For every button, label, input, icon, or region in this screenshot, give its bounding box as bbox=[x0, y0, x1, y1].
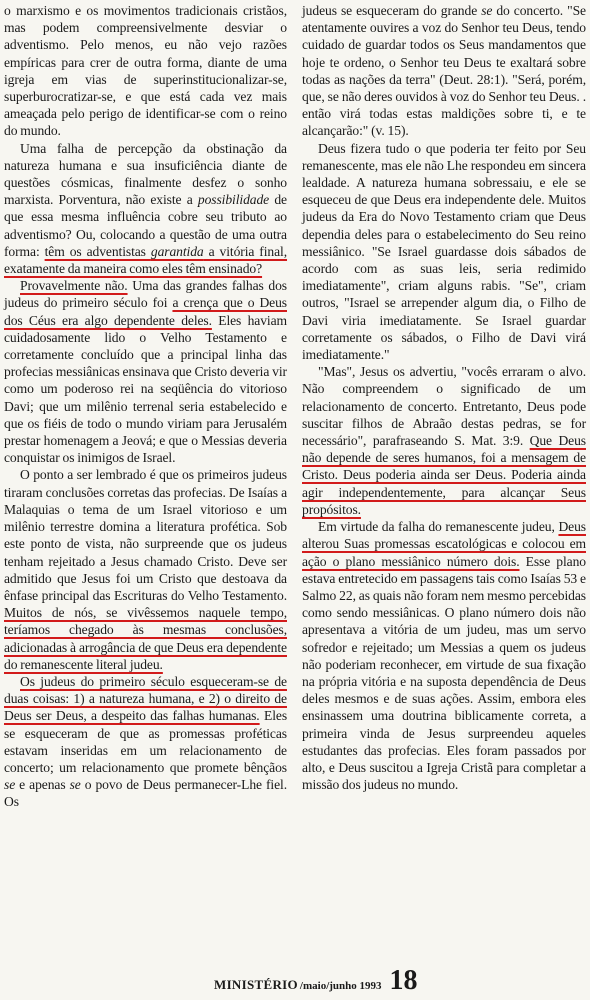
issue-date: /maio/junho 1993 bbox=[299, 980, 382, 992]
paragraph-text: Em virtude da falha do remanescente judeu, bbox=[318, 519, 559, 535]
left-column bbox=[4, 2, 287, 811]
paragraph-6 bbox=[302, 2, 586, 140]
paragraph-text: Uma falha de percepção da obstinação da natureza humana e sua insuficiência diante de questões cósmicas, finalmente desfez o sonho marxista. Porventura, não existe a bbox=[4, 140, 287, 208]
paragraph-8 bbox=[302, 363, 586, 518]
highlighted-text: Muitos de nós, se vivêssemos naquele tempo, teríamos chegado às mesmas conclusões, adicionadas à arrogância de que Deus era dependente do remanescente literal judeu. bbox=[4, 605, 287, 672]
emphasis-text: se bbox=[4, 777, 16, 793]
highlighted-text: Que Deus não depende de seres humanos, foi a mensagem de Cristo. Deus poderia ainda ser Deus. Poderia ainda agir independentemente, para alcançar Seus propósitos. bbox=[302, 433, 586, 517]
emphasis-text: se bbox=[69, 777, 81, 793]
paragraph-text: o marxismo e os movimentos tradicionais cristãos, mas podem compreensivelmente desviar o adventismo. Pelo menos, eu não vejo razões empíricas para crer de outra forma, diante de uma igreja em vias de superinstitucionalizar-se, superburocratizar-se, e que está cada vez mais ameaçada pelo perigo de identificar-se com o reino do mundo. bbox=[4, 3, 287, 139]
paragraph-text: O ponto a ser lembrado é que os primeiros judeus tiraram conclusões corretas das profecias. De Isaías a Malaquias o tema de um Israel vitorioso e um milênio terrestre domina a literatura profética. Sob este ponto de vista, não surpreende que os judeus tenham rejeitado a Jesus chamado Cristo. Deve ser admitido que Jesus foi um Cristo que destoava da ênfase principal das Escrituras do Velho Testamento. bbox=[4, 467, 287, 603]
paragraph-text: do concerto. "Se atentamente ouvires a voz do Senhor teu Deus, tendo cuidado de guardar todos os Seus mandamentos que hoje te ordeno, o Senhor teu Deus te exaltará sobre todas as nações da terra" (Deut. 28:1). "Será, porém, que, se não deres ouvidos à voz do Senhor teu Deus. . então virá todas estas maldições sobre ti, e te alcançarão:" (v. 15). bbox=[302, 3, 586, 139]
paragraph-text: Eles se esqueceram de que as promessas proféticas estavam inseridas em um relacionamento de concerto; um relacionamento que promete bênçãos bbox=[4, 708, 288, 775]
paragraph-text: Uma das grandes falhas dos judeus do primeiro século foi bbox=[4, 278, 287, 311]
paragraph-text: Esse plano estava entretecido em passagens tais como Isaías 53 e Salmo 22, as quais não foram nem mesmo percebidas como sendo messiânicas. O plano número dois não apresentava a vitória de um judeu, mas um servo sofredor e rejeitado; um Messias a quem os judeus não poderiam reconhecer, em virtude de sua fixação na própria vitória e na suposta dependência de Deus deles mesmos e de suas ações. Assim, embora eles ensinassem uma doutrina biblicamente correta, a primeira vinda de Jesus surpreendeu aqueles estudantes das profecias. Eles foram passados por alto, e Deus suscitou a Igreja Cristã para completar a missão dos judeus no mundo. bbox=[302, 553, 587, 793]
right-column bbox=[302, 2, 586, 793]
paragraph-9 bbox=[302, 518, 586, 793]
paragraph-4 bbox=[4, 466, 287, 672]
paragraph-1 bbox=[4, 2, 287, 140]
paragraph-2 bbox=[4, 140, 287, 278]
highlighted-text: Provavelmente não. bbox=[20, 278, 128, 294]
paragraph-text: Deus fizera tudo o que poderia ter feito por Seu remanescente, mas ele não Lhe respondeu em sincera lealdade. A natureza humana sobressaiu, e ele se esqueceu de que Deus era independente dele. Muitos judeus da Era do Novo Testamento criam que Deus dependia deles para o estabelecimento do Seu reino messiânico. "Se Israel guardasse dois sábados de acordo com as suas leis, seria redimido imediatamente", criam alguns rabis. "Se", criam outros, "Israel se arrepender algum dia, o Filho de Davi viria imediatamente. Se Israel guardar corretamente os sábados, o Filho de Davi virá imediatamente." bbox=[302, 140, 586, 363]
magazine-name: MINISTÉRIO bbox=[214, 977, 298, 992]
highlighted-text: Deus alterou Suas promessas escatológicas e colocou em ação o plano messiânico número dois. bbox=[302, 519, 586, 569]
paragraph-5 bbox=[4, 673, 287, 811]
paragraph-text: o povo de Deus permanecer-Lhe fiel. Os bbox=[4, 777, 288, 810]
page-number: 18 bbox=[389, 965, 418, 996]
highlighted-text: a crença que o Deus dos Céus era algo dependente deles. bbox=[4, 295, 287, 328]
paragraph-7 bbox=[302, 140, 586, 364]
page-footer bbox=[214, 967, 590, 999]
paragraph-text: judeus se esqueceram do grande bbox=[302, 3, 482, 18]
highlighted-text: Os judeus do primeiro século esqueceram-se de duas coisas: 1) a natureza humana, e 2) o direito de Deus ser Deus, a despeito das falhas humanas. bbox=[4, 673, 287, 724]
paragraph-text: Eles haviam cuidadosamente lido o Velho Testamento e corretamente concluído que a principal linha das profecias messiânicas ensinava que Cristo deveria vir como um poderoso rei na seqüência do vitorioso Davi; que um milênio terrenal seria estabelecido e que os fiéis de todo o mundo viriam para Jerusalém prestar homenagem a Jeová; e que o Messias deveria conquistar os inimigos de Israel. bbox=[4, 312, 287, 466]
emphasis-text: se bbox=[481, 3, 493, 18]
paragraph-text: e apenas bbox=[15, 777, 70, 793]
paragraph-text: de que essa mesma influência cobre seu tributo ao adventismo? Ou, colocando a questão de uma outra forma: bbox=[4, 192, 287, 259]
paragraph-text: "Mas", Jesus os advertiu, "vocês erraram o alvo. Não compreendem o significado de um relacionamento de concerto. Entretanto, Deus pode suscitar filhos de Abraão destas pedras, se for necessário", parafraseando S. Mat. 3:9. bbox=[302, 364, 586, 449]
highlighted-text: têm os adventistas garantida a vitória final, exatamente da maneira como eles têm ensinado? bbox=[4, 243, 288, 277]
emphasis-text: possibilidade bbox=[197, 192, 270, 208]
paragraph-3 bbox=[4, 277, 287, 466]
